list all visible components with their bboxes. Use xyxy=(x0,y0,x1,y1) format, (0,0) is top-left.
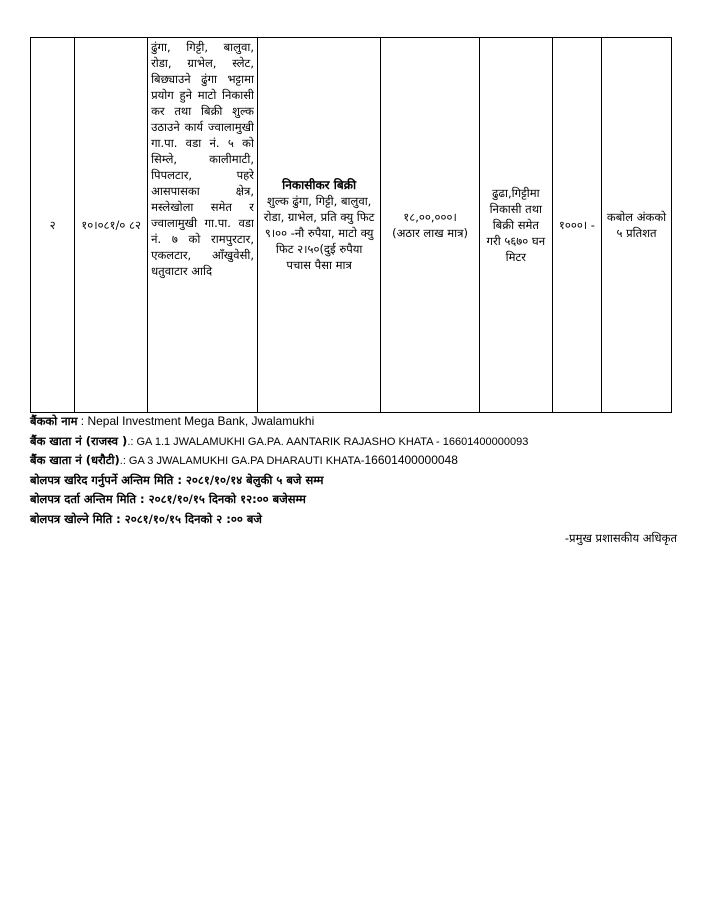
work-description-text: ढुंगा, गिट्टी, बालुवा, रोडा, ग्राभेल, स्लेट, बिछ्याउने ढुंगा भट्टामा प्रयोग हुने माटो निकासी कर तथा बिक्री शुल्क उठाउने कार्य ज्वालामुखी गा.पा. वडा नं. ५ को सिम्ले, कालीमाटी, पिपलटार, पहरे आसपासका क्षेत्र, मस्लेखोला समेत र ज्वालामुखी गा.पा. वडा नं. ७ को रामपुरटार, एकलटार, आँखुवेसी, धतुवाटार आदि xyxy=(151,40,254,278)
deposit-cell: १०००। - xyxy=(552,38,601,413)
revenue-account-line xyxy=(30,432,680,452)
bank-name-value: : Nepal Investment Mega Bank, Jwalamukhi xyxy=(77,414,315,428)
revenue-account-value: .: GA 1.1 JWALAMUKHI GA.PA. AANTARIK RAJASHO KHATA - 16601400000093 xyxy=(127,435,529,448)
bank-info-section xyxy=(30,412,680,529)
rate-cell xyxy=(257,38,380,413)
contract-code-cell: १०।०८१/० ८२ xyxy=(75,38,148,413)
work-description-cell xyxy=(148,38,258,413)
revenue-account-label: बैंक खाता नं (राजस्व ) xyxy=(30,433,128,448)
estimated-amount-cell xyxy=(381,38,480,413)
purchase-deadline-line: बोलपत्र खरिद गर्नुपर्ने अन्तिम मिति : २०८१/१०/१४ बेलुकी ५ बजे सम्म xyxy=(30,472,324,487)
bid-security-cell: कबोल अंकको ५ प्रतिशत xyxy=(602,38,672,413)
bank-name-line xyxy=(30,412,680,432)
estimated-amount-words: (अठार लाख मात्र) xyxy=(392,226,468,240)
deposit-account-value: .: GA 3 JWALAMUKHI GA.PA DHARAUTI KHATA- xyxy=(119,455,365,467)
rate-text: शुल्क ढुंगा, गिट्टी, बालुवा, रोडा, ग्राभेल, प्रति क्यु फिट ९।०० -नौ रुपैया, माटो क्यु फिट २।५०(दुई रुपैया पचास पैसा मात्र xyxy=(263,194,375,272)
deposit-account-label: बैंक खाता नं (धरौटी) xyxy=(30,453,120,467)
estimated-amount: १८,००,०००। xyxy=(403,210,457,224)
opening-date-line: बोलपत्र खोल्ने मिति : २०८१/१०/१५ दिनको २ :०० बजे xyxy=(30,511,262,526)
rate-title: निकासीकर बिक्री xyxy=(282,178,357,192)
serial-cell: २ xyxy=(31,38,75,413)
deposit-account-line xyxy=(30,451,680,471)
submission-deadline-line: बोलपत्र दर्ता अन्तिम मिति : २०८१/१०/१५ दिनको १२:०० बजेसम्म xyxy=(30,492,306,506)
table-row xyxy=(31,38,672,413)
bank-name-label: बैंकको नाम xyxy=(30,414,78,428)
tender-table xyxy=(30,37,672,413)
signature-title: -प्रमुख प्रशासकीय अधिकृत xyxy=(564,531,677,545)
deposit-account-number: 16601400000048 xyxy=(364,453,458,467)
quantity-cell: ढुढा,गिट्टीमा निकासी तथा बिक्री समेत गरी ५६७० घन मिटर xyxy=(479,38,552,413)
